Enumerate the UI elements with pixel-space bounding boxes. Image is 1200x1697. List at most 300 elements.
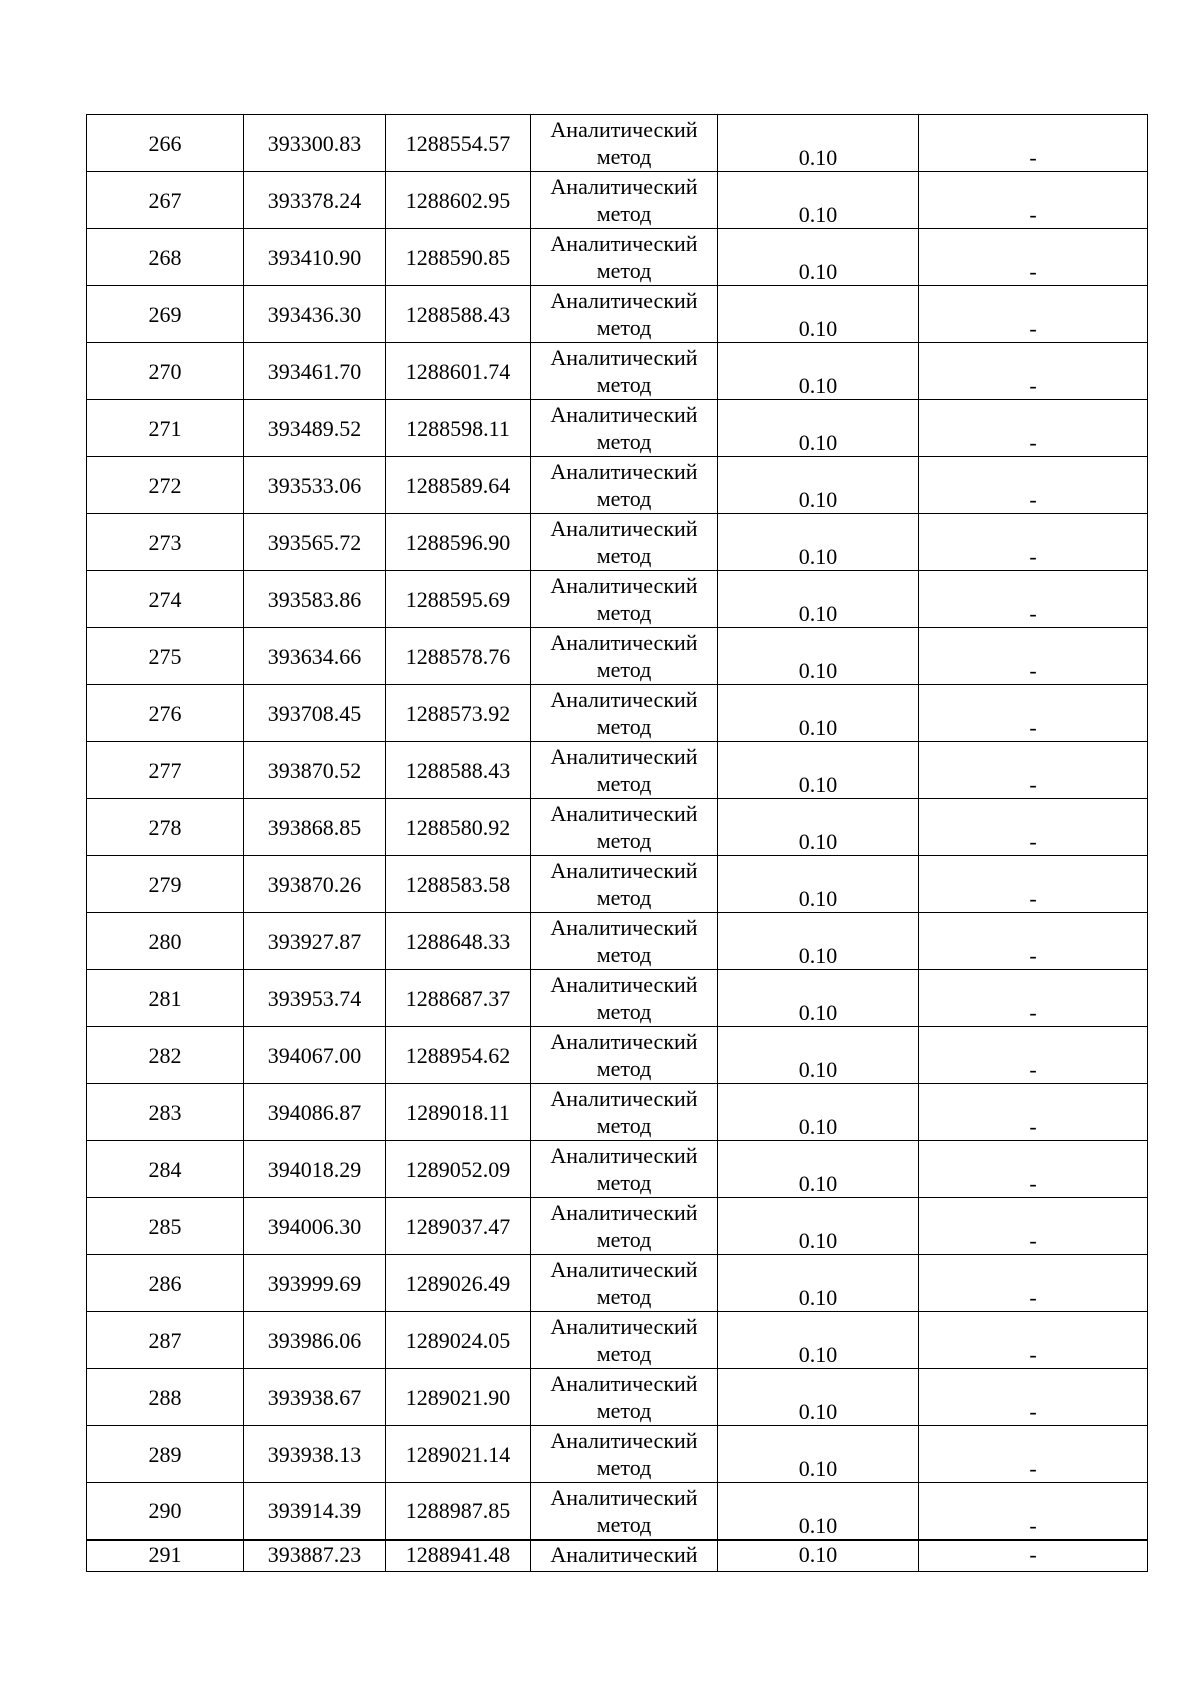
table-body bbox=[87, 115, 1148, 1572]
point-number-cell bbox=[87, 1483, 244, 1540]
method-line-2: метод bbox=[596, 372, 652, 397]
y-coordinate-cell bbox=[386, 742, 531, 799]
note-value: - bbox=[1029, 1057, 1037, 1082]
note-cell bbox=[919, 1426, 1148, 1483]
accuracy-cell bbox=[718, 286, 919, 343]
x-coordinate-cell bbox=[244, 571, 386, 628]
note-value: - bbox=[1029, 1541, 1037, 1567]
note-value: - bbox=[1029, 1285, 1037, 1310]
y-coordinate-cell bbox=[386, 343, 531, 400]
accuracy-cell bbox=[718, 1312, 919, 1369]
note-cell bbox=[919, 1483, 1148, 1540]
note-value: - bbox=[1029, 715, 1037, 740]
table-row bbox=[87, 1426, 1148, 1483]
method-line-1: Аналитический bbox=[550, 1200, 698, 1225]
accuracy-value: 0.10 bbox=[798, 1000, 838, 1025]
note-cell bbox=[919, 457, 1148, 514]
method-line-2: метод bbox=[596, 144, 652, 169]
accuracy-cell bbox=[718, 628, 919, 685]
method-line-1: Аналитический bbox=[550, 687, 698, 712]
point-number-cell bbox=[87, 172, 244, 229]
point-number-cell bbox=[87, 514, 244, 571]
x-coordinate-cell bbox=[244, 1255, 386, 1312]
y-coordinate-cell bbox=[386, 1141, 531, 1198]
method-line-1: Аналитический bbox=[550, 288, 698, 313]
accuracy-value: 0.10 bbox=[798, 1285, 838, 1310]
point-number: 271 bbox=[148, 415, 182, 441]
note-value: - bbox=[1029, 829, 1037, 854]
point-number: 272 bbox=[148, 472, 182, 498]
y-coordinate-cell bbox=[386, 286, 531, 343]
method-cell bbox=[531, 1198, 718, 1255]
note-value: - bbox=[1029, 259, 1037, 284]
table-row bbox=[87, 172, 1148, 229]
note-value: - bbox=[1029, 1512, 1037, 1538]
accuracy-value: 0.10 bbox=[798, 430, 838, 455]
note-cell bbox=[919, 1540, 1148, 1572]
y-coordinate: 1288554.57 bbox=[405, 130, 511, 156]
y-coordinate: 1289018.11 bbox=[406, 1099, 510, 1125]
method-cell bbox=[531, 400, 718, 457]
method-cell bbox=[531, 1312, 718, 1369]
accuracy-value: 0.10 bbox=[798, 715, 838, 740]
point-number: 266 bbox=[148, 130, 182, 156]
y-coordinate-cell bbox=[386, 1198, 531, 1255]
method-cell bbox=[531, 628, 718, 685]
table-row bbox=[87, 400, 1148, 457]
y-coordinate-cell bbox=[386, 970, 531, 1027]
note-cell bbox=[919, 1198, 1148, 1255]
table-row bbox=[87, 1198, 1148, 1255]
accuracy-cell bbox=[718, 1426, 919, 1483]
note-cell bbox=[919, 1084, 1148, 1141]
accuracy-cell bbox=[718, 913, 919, 970]
x-coordinate: 393378.24 bbox=[267, 187, 362, 213]
accuracy-value: 0.10 bbox=[798, 1114, 838, 1139]
note-value: - bbox=[1029, 1000, 1037, 1025]
accuracy-cell bbox=[718, 1141, 919, 1198]
point-number: 280 bbox=[148, 928, 182, 954]
accuracy-value: 0.10 bbox=[798, 1171, 838, 1196]
accuracy-value: 0.10 bbox=[798, 1512, 838, 1538]
y-coordinate: 1289021.14 bbox=[405, 1441, 511, 1467]
x-coordinate-cell bbox=[244, 1426, 386, 1483]
note-cell bbox=[919, 571, 1148, 628]
method-cell bbox=[531, 856, 718, 913]
x-coordinate: 393489.52 bbox=[267, 415, 362, 441]
note-cell bbox=[919, 970, 1148, 1027]
point-number-cell bbox=[87, 1426, 244, 1483]
method-cell bbox=[531, 742, 718, 799]
y-coordinate: 1288590.85 bbox=[405, 244, 511, 270]
accuracy-value: 0.10 bbox=[798, 544, 838, 569]
table-row bbox=[87, 571, 1148, 628]
y-coordinate: 1288687.37 bbox=[405, 985, 511, 1011]
note-cell bbox=[919, 115, 1148, 172]
method-line-2: метод bbox=[596, 258, 652, 283]
method-line-2: метод bbox=[596, 1170, 652, 1195]
method-line-1: Аналитический bbox=[550, 915, 698, 940]
y-coordinate: 1289052.09 bbox=[405, 1156, 511, 1182]
method-line-2: метод bbox=[596, 315, 652, 340]
x-coordinate: 393461.70 bbox=[267, 358, 362, 384]
y-coordinate-cell bbox=[386, 685, 531, 742]
note-cell bbox=[919, 742, 1148, 799]
point-number: 281 bbox=[148, 985, 182, 1011]
note-cell bbox=[919, 343, 1148, 400]
y-coordinate: 1288580.92 bbox=[405, 814, 511, 840]
accuracy-cell bbox=[718, 1084, 919, 1141]
x-coordinate-cell bbox=[244, 286, 386, 343]
method-cell bbox=[531, 1483, 718, 1540]
method-line-1: Аналитический bbox=[550, 516, 698, 541]
y-coordinate-cell bbox=[386, 229, 531, 286]
table-row bbox=[87, 1255, 1148, 1312]
method-line-2: метод bbox=[596, 1341, 652, 1366]
y-coordinate-cell bbox=[386, 514, 531, 571]
note-cell bbox=[919, 1141, 1148, 1198]
y-coordinate: 1288596.90 bbox=[405, 529, 511, 555]
note-cell bbox=[919, 172, 1148, 229]
x-coordinate: 394018.29 bbox=[267, 1156, 362, 1182]
method-line-2: метод bbox=[596, 714, 652, 739]
y-coordinate-cell bbox=[386, 172, 531, 229]
table-row bbox=[87, 115, 1148, 172]
x-coordinate-cell bbox=[244, 172, 386, 229]
y-coordinate: 1289037.47 bbox=[405, 1213, 511, 1239]
x-coordinate: 393870.52 bbox=[267, 757, 362, 783]
method-line-1: Аналитический bbox=[550, 801, 698, 826]
point-number-cell bbox=[87, 286, 244, 343]
accuracy-cell bbox=[718, 571, 919, 628]
x-coordinate: 393300.83 bbox=[267, 130, 362, 156]
table-row bbox=[87, 913, 1148, 970]
y-coordinate-cell bbox=[386, 1426, 531, 1483]
method-line-1: Аналитический bbox=[550, 573, 698, 598]
accuracy-value: 0.10 bbox=[798, 601, 838, 626]
x-coordinate: 393999.69 bbox=[267, 1270, 362, 1296]
table-row bbox=[87, 457, 1148, 514]
table-row bbox=[87, 628, 1148, 685]
table-row bbox=[87, 856, 1148, 913]
point-number-cell bbox=[87, 856, 244, 913]
point-number: 279 bbox=[148, 871, 182, 897]
accuracy-cell bbox=[718, 970, 919, 1027]
method-cell bbox=[531, 343, 718, 400]
accuracy-value: 0.10 bbox=[798, 1456, 838, 1481]
y-coordinate-cell bbox=[386, 115, 531, 172]
accuracy-value: 0.10 bbox=[798, 829, 838, 854]
note-value: - bbox=[1029, 1114, 1037, 1139]
x-coordinate-cell bbox=[244, 856, 386, 913]
y-coordinate: 1288941.48 bbox=[405, 1541, 511, 1567]
x-coordinate: 394006.30 bbox=[267, 1213, 362, 1239]
note-value: - bbox=[1029, 943, 1037, 968]
note-value: - bbox=[1029, 1171, 1037, 1196]
point-number-cell bbox=[87, 1084, 244, 1141]
x-coordinate: 393986.06 bbox=[267, 1327, 362, 1353]
point-number-cell bbox=[87, 571, 244, 628]
table-row bbox=[87, 1312, 1148, 1369]
accuracy-cell bbox=[718, 856, 919, 913]
accuracy-cell bbox=[718, 1483, 919, 1540]
point-number: 277 bbox=[148, 757, 182, 783]
accuracy-cell bbox=[718, 1255, 919, 1312]
x-coordinate-cell bbox=[244, 970, 386, 1027]
method-line-2: метод bbox=[596, 999, 652, 1024]
note-value: - bbox=[1029, 1228, 1037, 1253]
accuracy-value: 0.10 bbox=[798, 772, 838, 797]
method-line-2: метод bbox=[596, 486, 652, 511]
method-line-2: метод bbox=[596, 1056, 652, 1081]
method-line-2: метод bbox=[596, 201, 652, 226]
accuracy-value: 0.10 bbox=[798, 202, 838, 227]
point-number-cell bbox=[87, 913, 244, 970]
point-number: 270 bbox=[148, 358, 182, 384]
point-number: 285 bbox=[148, 1213, 182, 1239]
point-number: 274 bbox=[148, 586, 182, 612]
point-number-cell bbox=[87, 628, 244, 685]
x-coordinate-cell bbox=[244, 514, 386, 571]
method-cell bbox=[531, 115, 718, 172]
accuracy-value: 0.10 bbox=[798, 1541, 838, 1567]
accuracy-cell bbox=[718, 1369, 919, 1426]
y-coordinate-cell bbox=[386, 1369, 531, 1426]
point-number: 282 bbox=[148, 1042, 182, 1068]
y-coordinate-cell bbox=[386, 1483, 531, 1540]
table-row bbox=[87, 1369, 1148, 1426]
accuracy-value: 0.10 bbox=[798, 1399, 838, 1424]
point-number-cell bbox=[87, 1312, 244, 1369]
note-value: - bbox=[1029, 1399, 1037, 1424]
y-coordinate: 1289026.49 bbox=[405, 1270, 511, 1296]
method-cell bbox=[531, 1141, 718, 1198]
x-coordinate-cell bbox=[244, 1027, 386, 1084]
method-line-2: метод bbox=[596, 885, 652, 910]
note-cell bbox=[919, 628, 1148, 685]
table-row bbox=[87, 343, 1148, 400]
y-coordinate: 1288595.69 bbox=[405, 586, 511, 612]
x-coordinate-cell bbox=[244, 115, 386, 172]
note-value: - bbox=[1029, 886, 1037, 911]
method-cell bbox=[531, 1540, 718, 1572]
point-number-cell bbox=[87, 1141, 244, 1198]
note-value: - bbox=[1029, 145, 1037, 170]
x-coordinate-cell bbox=[244, 1141, 386, 1198]
point-number-cell bbox=[87, 970, 244, 1027]
accuracy-value: 0.10 bbox=[798, 259, 838, 284]
point-number: 284 bbox=[148, 1156, 182, 1182]
method-line-1: Аналитический bbox=[550, 858, 698, 883]
accuracy-cell bbox=[718, 685, 919, 742]
method-line-1: Аналитический bbox=[550, 1371, 698, 1396]
y-coordinate: 1289021.90 bbox=[405, 1384, 511, 1410]
method-cell bbox=[531, 514, 718, 571]
coordinates-table bbox=[86, 114, 1148, 1572]
method-line-1: Аналитический bbox=[550, 1314, 698, 1339]
method-line-1: Аналитический bbox=[550, 117, 698, 142]
y-coordinate-cell bbox=[386, 1255, 531, 1312]
method-line-2: метод bbox=[596, 1284, 652, 1309]
note-value: - bbox=[1029, 772, 1037, 797]
accuracy-value: 0.10 bbox=[798, 886, 838, 911]
x-coordinate: 393868.85 bbox=[267, 814, 362, 840]
method-line-2: метод bbox=[596, 600, 652, 625]
method-line-1: Аналитический bbox=[550, 630, 698, 655]
point-number-cell bbox=[87, 742, 244, 799]
method-line-1: Аналитический bbox=[550, 1541, 698, 1567]
x-coordinate-cell bbox=[244, 229, 386, 286]
table-row bbox=[87, 685, 1148, 742]
method-line-1: Аналитический bbox=[550, 231, 698, 256]
point-number: 289 bbox=[148, 1441, 182, 1467]
accuracy-cell bbox=[718, 799, 919, 856]
y-coordinate: 1288578.76 bbox=[405, 643, 511, 669]
accuracy-value: 0.10 bbox=[798, 1057, 838, 1082]
method-line-1: Аналитический bbox=[550, 972, 698, 997]
table-row bbox=[87, 1027, 1148, 1084]
y-coordinate-cell bbox=[386, 628, 531, 685]
x-coordinate-cell bbox=[244, 343, 386, 400]
point-number: 290 bbox=[148, 1498, 182, 1524]
accuracy-cell bbox=[718, 457, 919, 514]
table-row bbox=[87, 514, 1148, 571]
note-cell bbox=[919, 685, 1148, 742]
method-line-2: метод bbox=[596, 828, 652, 853]
x-coordinate: 393565.72 bbox=[267, 529, 362, 555]
note-cell bbox=[919, 400, 1148, 457]
accuracy-value: 0.10 bbox=[798, 316, 838, 341]
note-value: - bbox=[1029, 202, 1037, 227]
y-coordinate-cell bbox=[386, 457, 531, 514]
x-coordinate: 393927.87 bbox=[267, 928, 362, 954]
method-cell bbox=[531, 970, 718, 1027]
method-line-1: Аналитический bbox=[550, 1257, 698, 1282]
note-value: - bbox=[1029, 373, 1037, 398]
x-coordinate: 393533.06 bbox=[267, 472, 362, 498]
y-coordinate: 1288602.95 bbox=[405, 187, 511, 213]
table-row bbox=[87, 1141, 1148, 1198]
y-coordinate: 1288648.33 bbox=[405, 928, 511, 954]
point-number: 286 bbox=[148, 1270, 182, 1296]
x-coordinate-cell bbox=[244, 1483, 386, 1540]
accuracy-value: 0.10 bbox=[798, 943, 838, 968]
accuracy-cell bbox=[718, 1198, 919, 1255]
point-number-cell bbox=[87, 1540, 244, 1572]
y-coordinate-cell bbox=[386, 913, 531, 970]
note-cell bbox=[919, 1255, 1148, 1312]
method-line-2: метод bbox=[596, 1455, 652, 1480]
accuracy-value: 0.10 bbox=[798, 373, 838, 398]
note-value: - bbox=[1029, 1342, 1037, 1367]
method-line-1: Аналитический bbox=[550, 402, 698, 427]
x-coordinate-cell bbox=[244, 1312, 386, 1369]
point-number-cell bbox=[87, 343, 244, 400]
note-value: - bbox=[1029, 430, 1037, 455]
point-number-cell bbox=[87, 685, 244, 742]
note-cell bbox=[919, 229, 1148, 286]
y-coordinate-cell bbox=[386, 799, 531, 856]
table-row bbox=[87, 286, 1148, 343]
y-coordinate-cell bbox=[386, 1027, 531, 1084]
x-coordinate-cell bbox=[244, 1369, 386, 1426]
x-coordinate-cell bbox=[244, 742, 386, 799]
method-line-2: метод bbox=[596, 429, 652, 454]
point-number: 267 bbox=[148, 187, 182, 213]
x-coordinate: 393938.13 bbox=[267, 1441, 362, 1467]
note-cell bbox=[919, 856, 1148, 913]
accuracy-cell bbox=[718, 400, 919, 457]
x-coordinate: 393410.90 bbox=[267, 244, 362, 270]
method-cell bbox=[531, 229, 718, 286]
method-line-2: метод bbox=[596, 1398, 652, 1423]
method-line-2: метод bbox=[596, 657, 652, 682]
y-coordinate-cell bbox=[386, 571, 531, 628]
y-coordinate: 1288601.74 bbox=[405, 358, 511, 384]
note-value: - bbox=[1029, 544, 1037, 569]
table-row bbox=[87, 799, 1148, 856]
point-number: 278 bbox=[148, 814, 182, 840]
note-value: - bbox=[1029, 316, 1037, 341]
note-cell bbox=[919, 1027, 1148, 1084]
note-cell bbox=[919, 1369, 1148, 1426]
x-coordinate-cell bbox=[244, 1084, 386, 1141]
point-number: 287 bbox=[148, 1327, 182, 1353]
point-number: 288 bbox=[148, 1384, 182, 1410]
method-cell bbox=[531, 1426, 718, 1483]
method-line-1: Аналитический bbox=[550, 1484, 698, 1510]
method-line-2: метод bbox=[596, 771, 652, 796]
x-coordinate: 393914.39 bbox=[267, 1498, 362, 1524]
x-coordinate: 393634.66 bbox=[267, 643, 362, 669]
x-coordinate-cell bbox=[244, 1540, 386, 1572]
y-coordinate-cell bbox=[386, 1540, 531, 1572]
y-coordinate: 1288598.11 bbox=[406, 415, 510, 441]
accuracy-cell bbox=[718, 742, 919, 799]
note-cell bbox=[919, 286, 1148, 343]
method-line-1: Аналитический bbox=[550, 1428, 698, 1453]
x-coordinate: 393583.86 bbox=[267, 586, 362, 612]
method-line-2: метод bbox=[596, 942, 652, 967]
method-line-2: метод bbox=[596, 1113, 652, 1138]
method-cell bbox=[531, 1255, 718, 1312]
y-coordinate: 1288573.92 bbox=[405, 700, 511, 726]
y-coordinate-cell bbox=[386, 1084, 531, 1141]
y-coordinate: 1289024.05 bbox=[405, 1327, 511, 1353]
x-coordinate: 393938.67 bbox=[267, 1384, 362, 1410]
method-cell bbox=[531, 286, 718, 343]
accuracy-value: 0.10 bbox=[798, 145, 838, 170]
x-coordinate: 393870.26 bbox=[267, 871, 362, 897]
x-coordinate: 393887.23 bbox=[267, 1541, 362, 1567]
accuracy-cell bbox=[718, 514, 919, 571]
accuracy-value: 0.10 bbox=[798, 1342, 838, 1367]
x-coordinate: 393436.30 bbox=[267, 301, 362, 327]
point-number-cell bbox=[87, 1255, 244, 1312]
y-coordinate-cell bbox=[386, 1312, 531, 1369]
accuracy-cell bbox=[718, 172, 919, 229]
point-number-cell bbox=[87, 1369, 244, 1426]
point-number-cell bbox=[87, 1027, 244, 1084]
method-cell bbox=[531, 1027, 718, 1084]
x-coordinate: 394067.00 bbox=[267, 1042, 362, 1068]
y-coordinate: 1288987.85 bbox=[405, 1498, 511, 1524]
point-number: 268 bbox=[148, 244, 182, 270]
point-number-cell bbox=[87, 457, 244, 514]
accuracy-value: 0.10 bbox=[798, 1228, 838, 1253]
point-number: 273 bbox=[148, 529, 182, 555]
table-row bbox=[87, 229, 1148, 286]
